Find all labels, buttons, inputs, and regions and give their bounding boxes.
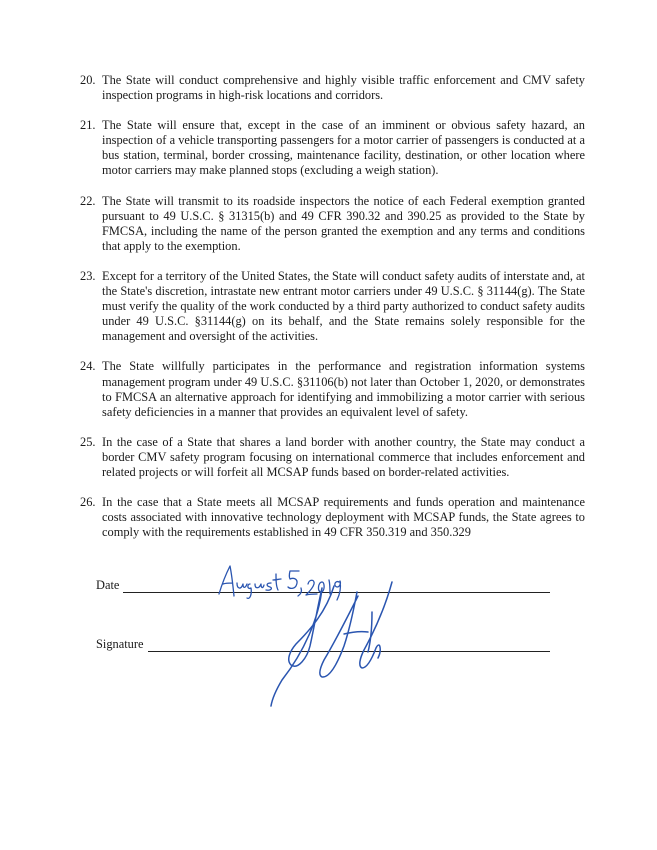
item-text: Except for a territory of the United States, the State will conduct safety audits of interstate and, at the State's discretion, intrastate new entrant motor carriers under 49 U.S.C. § 31144(g). The State must verify the quality of the work conducted by a third party authorized to conduct safety audits under 49 U.S.C. §31144(g) on its behalf, and the State remains solely responsible for the management and oversight of the activities. xyxy=(102,268,585,344)
list-item xyxy=(80,435,585,480)
item-number: 25. xyxy=(80,434,96,449)
item-number: 26. xyxy=(80,495,96,510)
list-item xyxy=(80,269,585,344)
item-number: 20. xyxy=(80,73,96,87)
signature-line xyxy=(148,651,550,652)
assurance-list xyxy=(80,73,585,555)
item-text: The State will ensure that, except in the case of an imminent or obvious safety hazard, an inspection of a vehicle transporting passengers for a motor carrier of passengers is conducted at a bus station, terminal, border crossing, maintenance facility, destination, or other location where motor carriers may make planned stops (excluding a weigh station). xyxy=(102,118,585,178)
list-item xyxy=(80,194,585,254)
signature-scrawl xyxy=(271,582,392,706)
list-item xyxy=(80,359,585,419)
item-text: The State willfully participates in the performance and registration information systems management program under 49 U.S.C. §31106(b) not later than October 1, 2020, or demonstrates to FMCSA an alternative approach for identifying and immobilizing a motor carrier with serious safety deficiencies in a manner that provides an equivalent level of safety. xyxy=(102,359,585,419)
item-number: 23. xyxy=(80,268,96,283)
list-item xyxy=(80,73,585,103)
item-number: 21. xyxy=(80,118,96,133)
list-item xyxy=(80,118,585,178)
handwritten-date xyxy=(219,566,340,600)
signature-label: Signature xyxy=(96,637,144,651)
item-text: In the case of a State that shares a land border with another country, the State may conduct a border CMV safety program focusing on international commerce that includes enforcement and related projects or will forfeit all MCSAP funds based on border-related activities. xyxy=(102,434,585,479)
item-number: 24. xyxy=(80,359,96,374)
date-line xyxy=(123,592,550,593)
item-text: The State will conduct comprehensive and highly visible traffic enforcement and CMV safety inspection programs in high-risk locations and corridors. xyxy=(102,73,585,103)
item-number: 22. xyxy=(80,193,96,208)
item-text: The State will transmit to its roadside inspectors the notice of each Federal exemption granted pursuant to 49 U.S.C. § 31315(b) and 49 CFR 390.32 and 390.25 as provided to the State by FMCSA, including the name of the person granted the exemption and any terms and conditions that apply to the exemption. xyxy=(102,193,585,253)
list-item xyxy=(80,495,585,540)
date-label: Date xyxy=(96,578,120,592)
item-text: In the case that a State meets all MCSAP requirements and funds operation and maintenance costs associated with innovative technology deployment with MCSAP funds, the State agrees to comply with the requirements established in 49 CFR 350.319 and 350.329 xyxy=(102,495,585,540)
